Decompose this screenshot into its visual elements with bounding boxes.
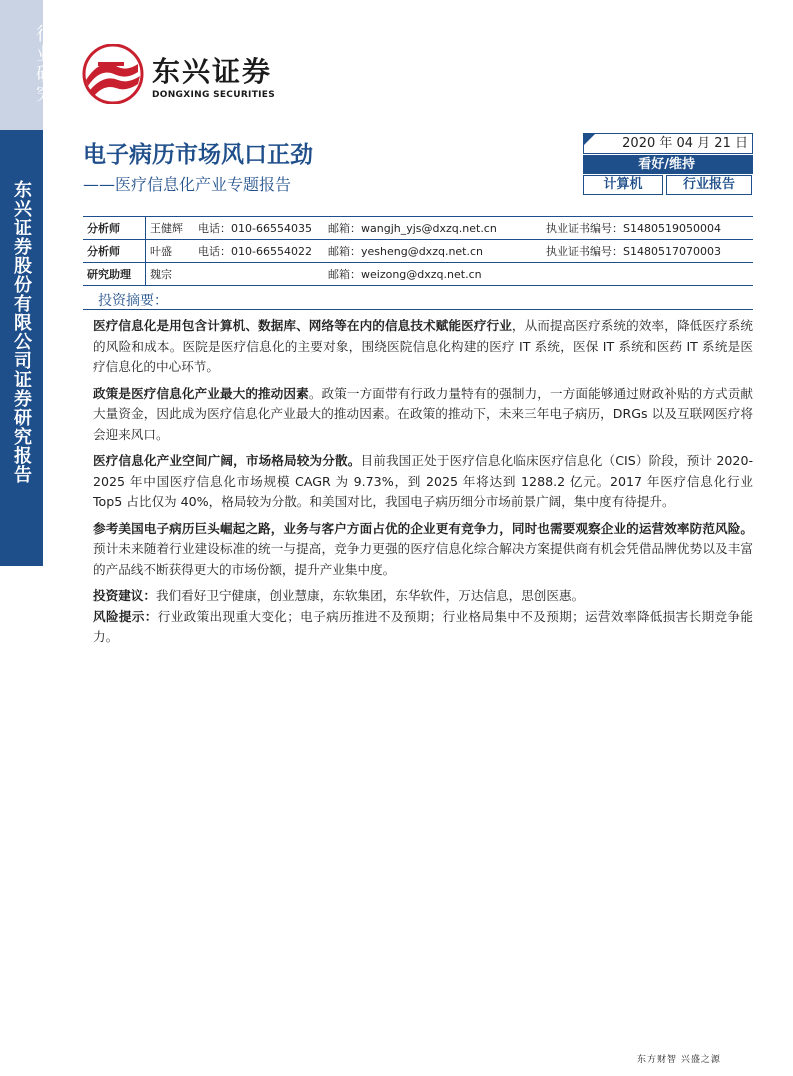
paragraph-lead: 参考美国电子病历巨头崛起之路，业务与客户方面占优的企业更有竞争力，同时也需要观察企业的运营效率防范风险。 [93,520,753,536]
dongxing-logo-icon [80,44,146,104]
sidebar-category-label: 行业研究 [33,24,54,104]
report-subtitle: ——医疗信息化产业专题报告 [83,175,292,194]
report-tags [583,175,753,195]
summary-body [93,316,753,654]
summary-heading: 投资摘要： [98,293,168,309]
corner-triangle-icon [584,134,595,145]
analyst-email: 邮箱：weizong@dxzq.net.cn [324,263,542,286]
summary-paragraph [93,607,753,648]
analyst-role: 分析师 [83,240,146,263]
analyst-license: 执业证书编号：S1480517070003 [542,240,753,263]
analyst-role: 分析师 [83,217,146,240]
footer-slogan: 东方财智 兴盛之源 [637,1055,721,1065]
paragraph-text: 预计未来随着行业建设标准的统一与提高，竞争力更强的医疗信息化综合解决方案提供商有机会凭借品牌优势以及丰富的产品线不断获得更大的市场份额，提升产业集中度。 [93,541,753,577]
paragraph-text: 。政策一方面带有行政力量特有的强制力，一方面能够通过财政补贴的方式贡献大量资金，因此成为医疗信息化产业最大的推动因素。在政策的推动下，未来三年电子病历，DRGs 以及互联网医疗将会迎来风口。 [93,385,754,442]
paragraph-lead: 风险提示： [93,608,158,624]
table-row [83,217,753,240]
summary-paragraph [93,586,753,607]
analyst-table [83,216,753,286]
report-date: 2020 年 04 月 21 日 [622,136,748,151]
paragraph-lead: 投资建议： [93,588,156,603]
report-date-row [583,133,753,154]
paragraph-text: 行业政策出现重大变化；电子病历推进不及预期；行业格局集中不及预期；运营效率降低损害长期竞争能力。 [93,608,754,644]
analyst-license: 执业证书编号：S1480519050004 [542,217,753,240]
summary-paragraph [93,451,753,513]
analyst-name: 叶盛 [146,240,195,263]
brand-name: 东兴证券 [152,55,273,88]
analyst-email: 邮箱：yesheng@dxzq.net.cn [324,240,542,263]
analyst-phone: 电话：010-66554022 [194,240,324,263]
sidebar-company [0,130,43,566]
paragraph-lead: 医疗信息化产业空间广阔，市场格局较为分散。 [93,453,361,468]
analyst-name: 王健辉 [146,217,195,240]
table-row [83,240,753,263]
paragraph-text: 目前我国正处于医疗信息化临床医疗信息化（CIS）阶段，预计 2020-2025 年中国医疗信息化市场规模 CAGR 为 9.73%，到 2025 年将达到 1288.2 亿元。2017 年医疗信息化行业 Top5 占比仅为 40%，格局较为分散。和美国对比，我国电子病历细分市场前景广阔，集中度有待提升。 [93,453,753,509]
summary-paragraph [93,316,753,378]
table-row [83,263,753,286]
summary-divider [83,309,753,310]
paragraph-lead: 医疗信息化是用包含计算机、数据库、网络等在内的信息技术赋能医疗行业 [93,318,512,333]
summary-paragraph [93,519,753,581]
report-title: 电子病历市场风口正劲 [83,142,313,168]
paragraph-text: 我们看好卫宁健康，创业慧康，东软集团，东华软件，万达信息，思创医惠。 [155,588,585,603]
summary-paragraph [93,384,753,446]
analyst-phone [194,263,324,286]
analyst-email: 邮箱：wangjh_yjs@dxzq.net.cn [324,217,542,240]
paragraph-lead: 政策是医疗信息化产业最大的推动因素 [93,385,309,401]
tag-report-type: 行业报告 [666,175,752,195]
brand-name-en: DONGXING SECURITIES [152,90,276,100]
analyst-name: 魏宗 [146,263,195,286]
sidebar-company-label: 东兴证券股份有限公司证券研究报告 [11,180,32,484]
paragraph-text: ，从而提高医疗系统的效率，降低医疗系统的风险和成本。医院是医疗信息化的主要对象，围绕医院信息化构建的医疗 IT 系统，医保 IT 系统和医药 IT 系统是医疗信息化的中心环节。 [93,318,754,374]
analyst-role: 研究助理 [83,263,146,286]
report-info-box [583,133,753,195]
sidebar-category [0,0,54,130]
rating-badge: 看好/维持 [583,155,753,174]
tag-industry: 计算机 [583,175,663,195]
analyst-license [542,263,753,286]
analyst-phone: 电话：010-66554035 [194,217,324,240]
